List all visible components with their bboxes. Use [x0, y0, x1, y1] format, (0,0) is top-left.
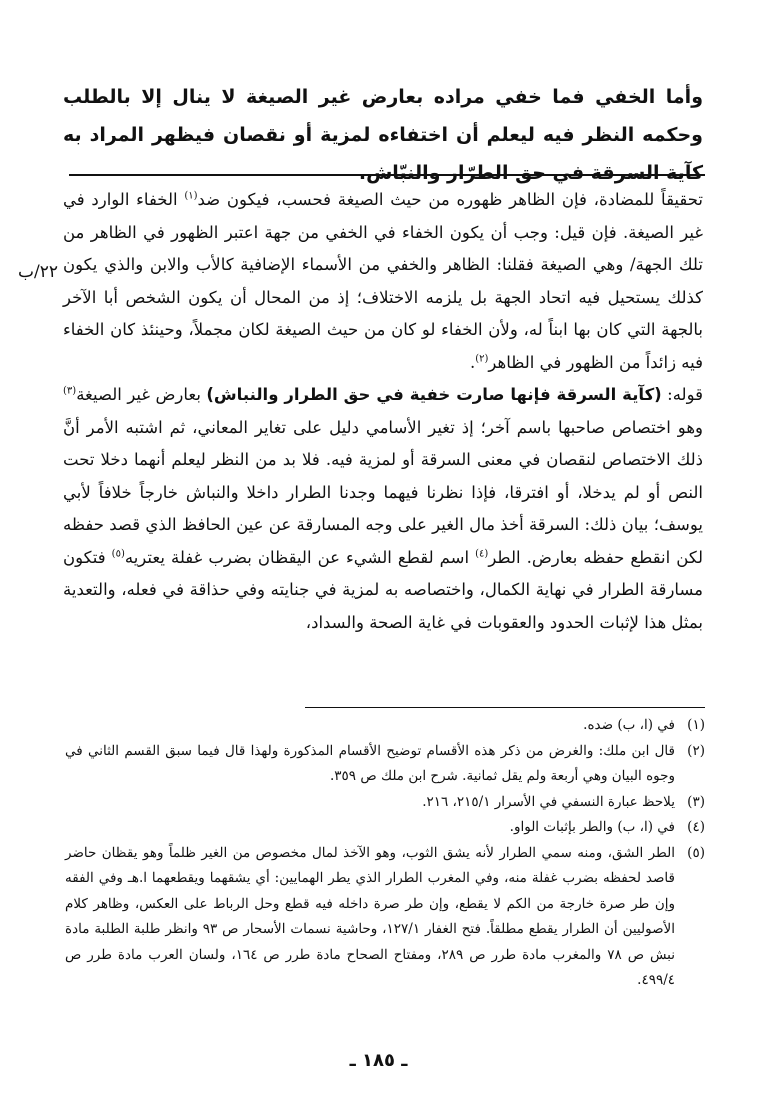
commentary-text-run: تحقيقاً للمضادة، فإن الظاهر ظهوره من حيث الصيغة فحسب، فيكون ضد	[197, 190, 703, 209]
commentary-paragraph-2	[63, 379, 703, 639]
quoted-matn: (كآية السرقة فإنها صارت خفية في حق الطرار والنباش)	[206, 385, 662, 404]
footnote-number: (١)	[687, 717, 705, 733]
commentary-text	[63, 184, 703, 639]
footnotes	[65, 713, 705, 994]
footnote-number: (٤)	[687, 819, 705, 835]
page-number: ـ ١٨٥ ـ	[349, 1050, 408, 1071]
commentary-text-run: فتكون مسارقة الطرار في نهاية الكمال، واختصاصه به لمزية في جنايته وفي حذاقة في فعله، والتعدية بمثل هذا لإثبات الحدود والعقوبات في غاية الصحة والسداد،	[63, 547, 703, 632]
footnote-ref-3: (٣)	[63, 385, 77, 397]
footnote-divider	[305, 707, 705, 708]
commentary-text-run: وهو اختصاص صاحبها باسم آخر؛ إذ تغير الأسامي دليل على تغاير المعاني، ثم اشتبه الأمر أنَّ ذلك الاختصاص لنقصان في معنى السرقة أو لمزية فيه. فلا بد من النظر ليعلم أنهما دخلا تحت النص أو لم يدخلا، أو افترقا، فإذا نظرنا فيهما وجدنا الطرار داخلا والنباش خارجاً خلافاً لأبي يوسف؛ بيان ذلك: السرقة أخذ مال الغير على وجه المسارقة عن عين الحافظ الذي قصد حفظه لكن انقطع حفظه بعارض. الطر	[63, 417, 703, 567]
footnote-item	[65, 790, 705, 816]
commentary-text-run: .	[469, 352, 476, 372]
footnote-text: يلاحظ عبارة النسفي في الأسرار ٢١٥/١، ٢١٦.	[422, 793, 675, 810]
footnote-ref-2: (٢)	[475, 353, 489, 364]
commentary-text-run: الخفاء الوارد في غير الصيغة. فإن قيل: وجب أن يكون الخفاء في الخفي من جهة اعتبر الظهور في الظاهر من تلك الجهة/ وهي الصيغة فقلنا: الظاهر والخفي من الأسماء الإضافية كالأب والابن والذي يكون كذلك يستحيل فيه اتحاد الجهة بل يلزمه الاختلاف؛ إذ من المحال أن يكون الشخص أبا الآخر بالجهة التي كان بها ابناً له، ولأن الخفاء لو كان من حيث الصيغة لكان مجملاً، وحينئذ كان الخفاء فيه زائداً من الظهور في الظاهر	[63, 190, 703, 372]
footnote-text: في (ا، ب) والطر بإثبات الواو.	[509, 819, 675, 835]
footnote-ref-5: (٥)	[111, 548, 125, 559]
footnote-ref-4: (٤)	[475, 548, 489, 559]
commentary-lead: قوله:	[661, 385, 703, 404]
footnote-item	[65, 713, 705, 739]
commentary-text-run: بعارض غير الصيغة	[76, 385, 207, 404]
footnote-text: قال ابن ملك: والغرض من ذكر هذه الأقسام توضيح الأقسام المذكورة ولهذا قال فيما سبق القسم الثاني في وجوه البيان وهي أربعة ولم يقل ثمانية. شرح ابن ملك ص ٣٥٩.	[65, 742, 675, 784]
footnote-text: الطر الشق، ومنه سمي الطرار لأنه يشق الثوب، وهو الآخذ لمال مخصوص من الغير ظلماً وهو يقظان حاضر قاصد لحفظه بضرب غفلة منه، وفي المغرب الطرار الذي يطر الهمايين: أي يشقهما ويقطعهما ا.هـ وفي الفقه وإن طر صرة خارجة من الكم لا يقطع، وإن طر صرة داخله فيه قطع وحل الرباط على العكس، وظاهر كلام الأصوليين أن الطرار يقطع مطلقاً. فتح الغفار ١٢٧/١، وحاشية نسمات الأسحار ص ٩٣ وانظر طلبة الطلبة مادة نبش ص ٧٨ والمغرب مادة طرر ص ٢٨٩، ومفتاح الصحاح مادة طرر ص ١٦٤، ولسان العرب مادة طرر ص ٤٩٩/٤.	[65, 844, 675, 988]
manuscript-folio-marker: ٢٢/ب	[18, 262, 58, 282]
commentary-paragraph-1	[63, 184, 703, 379]
footnote-number: (٥)	[687, 844, 705, 861]
main-text-matn: وأما الخفي فما خفي مراده بعارض غير الصيغة لا ينال إلا بالطلب وحكمه النظر فيه ليعلم أن اختفاءه لمزية أو نقصان فيظهر المراد به كآية السرقة في حق الطرّار والنبّاش.	[63, 86, 703, 184]
footnote-ref-1: (١)	[184, 190, 198, 202]
footnote-number: (٢)	[687, 742, 705, 759]
top-divider	[69, 174, 705, 176]
footnote-number: (٣)	[687, 793, 705, 810]
footnote-item	[65, 815, 705, 841]
commentary-text-run: اسم لقطع الشيء عن اليقظان بضرب غفلة يعتريه	[124, 547, 476, 567]
footnote-item	[65, 841, 705, 994]
footnote-text: في (ا، ب) ضده.	[583, 717, 675, 733]
footnote-item	[65, 739, 705, 790]
